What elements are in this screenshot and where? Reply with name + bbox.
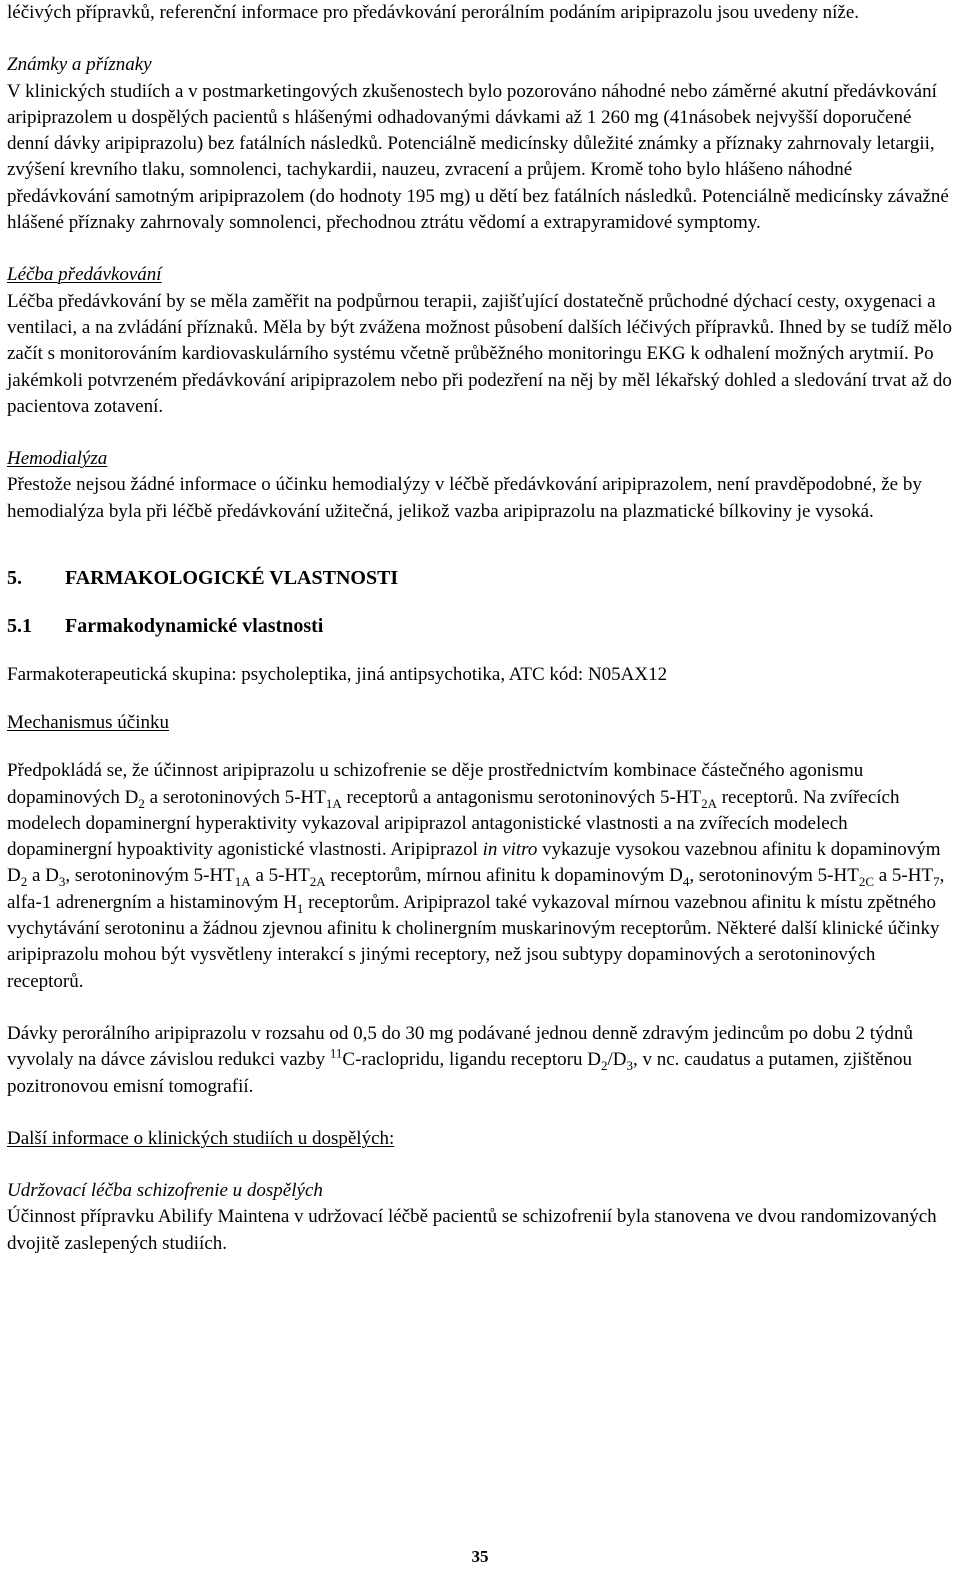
in-vitro-term: in vitro — [482, 839, 538, 861]
page-number: 35 — [471, 1547, 489, 1566]
section-5-1-title: Farmakodynamické vlastnosti — [65, 615, 324, 638]
section-5-1-number: 5.1 — [7, 615, 32, 638]
dose-paragraph: Dávky perorálního aripiprazolu v rozsahu od 0,5 do 30 mg podávané jednou denně zdravým jedincům po dobu 2 týdnů vyvolaly na dávce závislou redukci vazby $^{11}$C-raclopridu, ligandu receptoru $D_2/D_3$, v nc. caudatus a putamen, zjištěnou pozitronovou emisní tomografií. — [7, 1022, 913, 1097]
mechanism-paragraph: Předpokládá se, že účinnost aripiprazolu u schizofrenie se děje prostřednictvím kombinace částečného agonismu dopaminových $D_2$ a serotoninových $5-HT_{1A}$ receptorů a antagonismu serotoninových $5-HT_{2A}$ receptorů. Na zvířecích modelech dopaminergní hyperaktivity vykazoval aripiprazol antagonistické vlastnosti a na zvířecích modelech dopaminergní hypoaktivity agonistické vlastnosti. Aripiprazol in vitro vykazuje vysokou vazebnou afinitu k dopaminovým $D_2$ a $D_3$, serotoninovým $5-HT_{1A}$ a $5-HT_{2A}$ receptorům, mírnou afinitu k dopaminovým $D_4$, serotoninovým $5-HT_{2C}$ a $5-HT_7$, alfa-1 adrenergním a histaminovým $H_1$ receptorům. Aripiprazol také vykazoval mírnou vazebnou afinitu k místu zpětného vychytávání serotoninu a žádnou zjevnou afinitu k cholinergním muskarinovým receptorům. Některé další klinické účinky aripiprazolu mohou být vysvětleny interakcí s jinými receptory, než jsou subtypy dopaminových a serotoninových receptorů. — [7, 760, 945, 992]
section-5-title: FARMAKOLOGICKÉ VLASTNOSTI — [65, 567, 399, 590]
clinical-studies-heading: Další informace o klinických studiích u dospělých: — [7, 1127, 395, 1149]
maintenance-paragraph: Účinnost přípravku Abilify Maintena v udržovací léčbě pacientů se schizofrenií byla stanovena ve dvou randomizovaných dvojitě zaslepených studiích. — [7, 1206, 937, 1254]
section-5-number: 5. — [7, 567, 22, 590]
signs-heading: Známky a příznaky — [7, 54, 152, 76]
document-page — [7, 0, 955, 1257]
hemodialysis-paragraph: Přestože nejsou žádné informace o účinku hemodialýzy v léčbě předávkování aripiprazolem, není pravděpodobné, že by hemodialýza byla při léčbě předávkování užitečná, jelikož vazba aripiprazolu na plazmatické bílkoviny je vysoká. — [7, 474, 922, 522]
treatment-heading: Léčba předávkování — [7, 264, 162, 286]
mechanism-heading: Mechanismus účinku — [7, 711, 170, 733]
treatment-paragraph: Léčba předávkování by se měla zaměřit na podpůrnou terapii, zajišťující dostatečně průchodné dýchací cesty, oxygenaci a ventilaci, a na zvládání příznaků. Měla by být zvážena možnost působení dalších léčivých přípravků. Ihned by se tudíž mělo začít s monitorováním kardiovaskulárního systému včetně průběžného monitoringu EKG k odhalení možných arytmií. Po jakémkoli potvrzeném předávkování aripiprazolem nebo při podezření na něj by měl lékařský dohled a sledování trvat až do pacientova zotavení. — [7, 290, 952, 417]
intro-paragraph-tail: léčivých přípravků, referenční informace pro předávkování perorálním podáním aripiprazolu jsou uvedeny níže. — [7, 2, 860, 23]
maintenance-subheading: Udržovací léčba schizofrenie u dospělých — [7, 1180, 323, 1202]
signs-paragraph: V klinických studiích a v postmarketingových zkušenostech bylo pozorováno náhodné nebo záměrné akutní předávkování aripiprazolem u dospělých pacientů s hlášenými odhadovanými dávkami až 1 260 mg (41násobek nejvyšší doporučené denní dávky aripiprazolu) bez fatálních následků. Potenciálně medicínsky důležité známky a příznaky zahrnovaly letargii, zvýšení krevního tlaku, somnolenci, tachykardii, nauzeu, zvracení a průjem. Kromě toho bylo hlášeno náhodné předávkování samotným aripiprazolem (do hodnoty 195 mg) u dětí bez fatálních následků. Potenciálně medicínsky závažné hlášené příznaky zahrnovaly somnolenci, přechodnou ztrátu vědomí a extrapyramidové symptomy. — [7, 80, 949, 234]
section-5-heading — [7, 565, 955, 591]
section-5-1-heading — [7, 613, 955, 639]
pharmacotherapeutic-group: Farmakoterapeutická skupina: psycholeptika, jiná antipsychotika, ATC kód: N05AX12 — [7, 663, 668, 685]
hemodialysis-heading: Hemodialýza — [7, 448, 108, 470]
